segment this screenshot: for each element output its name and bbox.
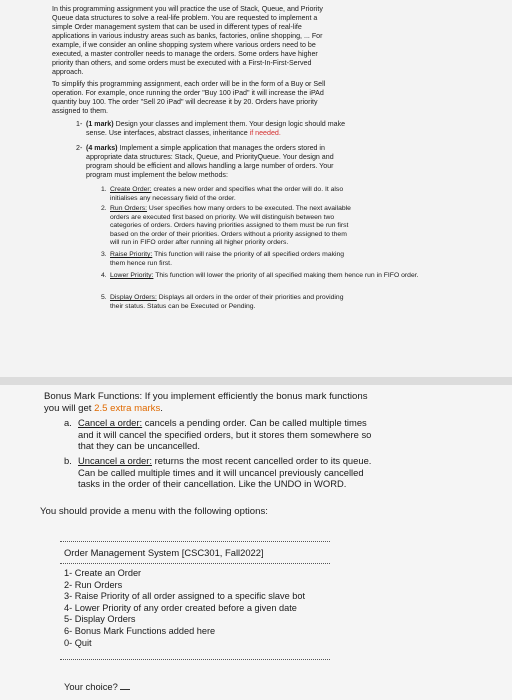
intro-paragraph: In this programming assignment you will practice the use of Stack, Queue, and Priority Queue data structures to solve a real-life problem. You are requested to implement a simple Order management system that can be used in different types of real-life applications in various industry areas such as banks, factories, online shopping, ... For example, if we consider an online shopping system where various orders need to be executed, a master controller needs to manage the orders. Some orders have higher priority than others, and some orders must be executed with a First-In-First-Served approach.: [52, 5, 323, 76]
bonus-cancel-order: a. Cancel a order: cancels a pending order. Can be called multiple times and it will cancel the specified orders, but it stores them somewhere so that they can be uncancelled.: [64, 417, 372, 451]
menu-option: 2- Run Orders: [64, 579, 123, 590]
task-1: 1- (1 mark) Design your classes and implement them. Your design logic should make sense. Use interfaces, abstract classes, inheritance if needed.: [76, 120, 346, 137]
menu-option: 5- Display Orders: [64, 614, 136, 625]
menu-option: 3- Raise Priority of all order assigned to a specific slave bot: [64, 591, 306, 602]
method-lower-priority: 4. Lower Priority: This function will lower the priority of all specified making them hence run in FIFO order.: [101, 272, 419, 279]
bonus-uncancel-order: b. Uncancel a order: returns the most recent cancelled order to its queue. Can be called multiple times and it will uncancel previously cancelled tasks in the order of their cancellation. Like the UNDO in WORD.: [64, 455, 372, 489]
menu-divider-bottom: [60, 659, 330, 660]
menu-option: 0- Quit: [64, 637, 92, 648]
menu-choice-prompt: Your choice?: [64, 681, 130, 692]
bonus-paragraph: Bonus Mark Functions: If you implement efficiently the bonus mark functions you will get 2.5 extra marks.: [44, 391, 368, 414]
menu-option: 1- Create an Order: [64, 568, 142, 578]
menu-divider-mid: [60, 563, 330, 564]
menu-divider-top: [60, 541, 330, 542]
menu-option: 6- Bonus Mark Functions added here: [64, 625, 216, 636]
choice-blank: [120, 689, 130, 690]
method-create-order: 1. Create Order: creates a new order and specifies what the order will do. It also initialises any necessary field of the order.: [101, 186, 344, 202]
method-display-orders: 5. Display Orders: Displays all orders in the order of their priorities and providing their status. Status can be Executed or Pending.: [101, 294, 344, 310]
menu-options: [64, 568, 305, 649]
menu-title: Order Management System [CSC301, Fall2022]: [64, 547, 264, 558]
method-run-orders: 2. Run Orders: User specifies how many orders to be executed. The next available orders are executed first based on priority. We will distinguish between two categories of orders. Orders having priorities assigned to them must be run first based on the order of their priorities. Orders without a priority assigned to them will run in FIFO order after running all higher priority orders.: [101, 205, 351, 247]
method-raise-priority: 3. Raise Priority: This function will raise the priority of all specified orders making them hence run first.: [101, 251, 345, 267]
assignment-page-bottom: [0, 385, 512, 700]
menu-option: 4- Lower Priority of any order created before a given date: [64, 602, 297, 613]
task-2: 2- (4 marks) Implement a simple application that manages the orders stored in appropriate data structures: Stack, Queue, and PriorityQueue. Your design and program should be efficient and allows handling a large number of orders. Your program must implement the below methods:: [76, 144, 334, 179]
simplify-paragraph: To simplify this programming assignment, each order will be in the form of a Buy or Sell operation. For example, once running the order "Buy 100 iPad" it will increase the iPAd quantity buy 100. The order "Sell 20 iPad" will decrease it by 20. Orders have priority assigned to them.: [52, 80, 326, 115]
menu-intro: You should provide a menu with the following options:: [40, 506, 268, 517]
